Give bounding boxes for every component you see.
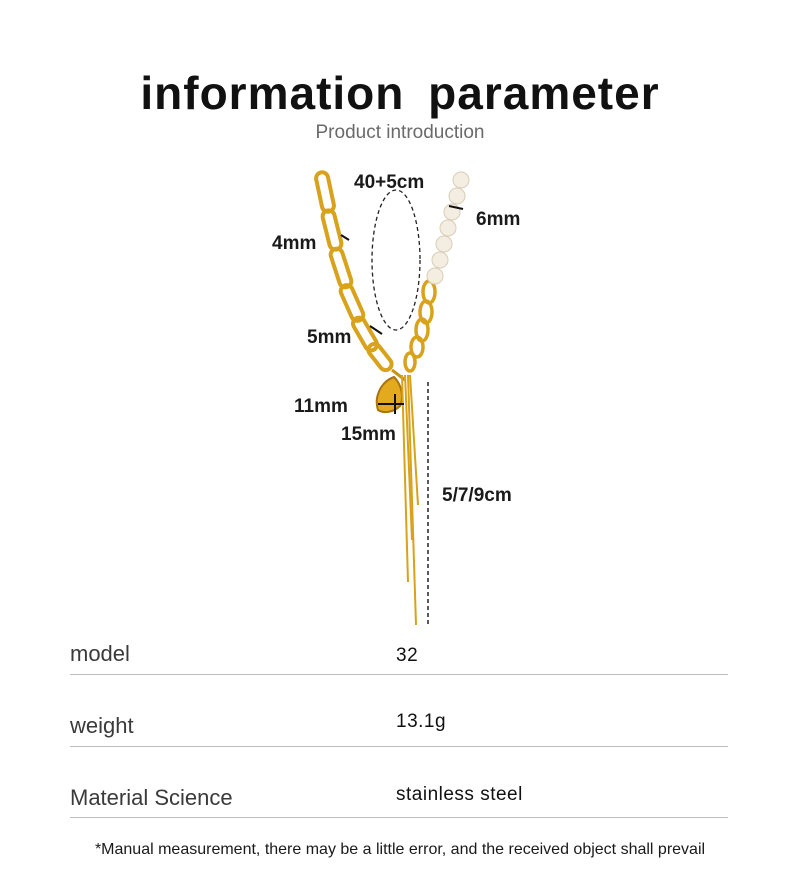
spec-value-model: 32 — [396, 645, 419, 666]
spec-label-model: model — [70, 641, 130, 666]
dimension-tassel: 5/7/9cm — [442, 485, 512, 506]
divider — [70, 674, 728, 675]
footnote: *Manual measurement, there may be a little error, and the received object shall prevail — [94, 841, 706, 858]
pearl-strand — [427, 172, 469, 284]
spec-label-material: Material Science — [70, 785, 233, 810]
page-title: information parameter — [140, 67, 660, 119]
spec-label-weight: weight — [70, 713, 134, 738]
dimension-pendant-width: 11mm — [294, 396, 348, 417]
length-indicator — [372, 190, 420, 330]
spec-value-weight: 13.1g — [396, 711, 447, 732]
dimension-pearl: 6mm — [476, 209, 521, 230]
divider — [70, 817, 728, 818]
spec-value-material: stainless steel — [396, 784, 523, 805]
dimension-link-a: 4mm — [272, 233, 317, 254]
page-subtitle: Product introduction — [315, 122, 485, 143]
cable-chain — [405, 281, 435, 371]
product-figure — [0, 170, 800, 630]
tassel-chains — [402, 375, 418, 625]
heart-pendant — [377, 377, 402, 412]
dimension-pendant-height: 15mm — [341, 424, 396, 445]
dimension-link-b: 5mm — [307, 327, 352, 348]
dimension-length: 40+5cm — [354, 172, 425, 193]
necklace-illustration — [0, 170, 800, 630]
divider — [70, 746, 728, 747]
